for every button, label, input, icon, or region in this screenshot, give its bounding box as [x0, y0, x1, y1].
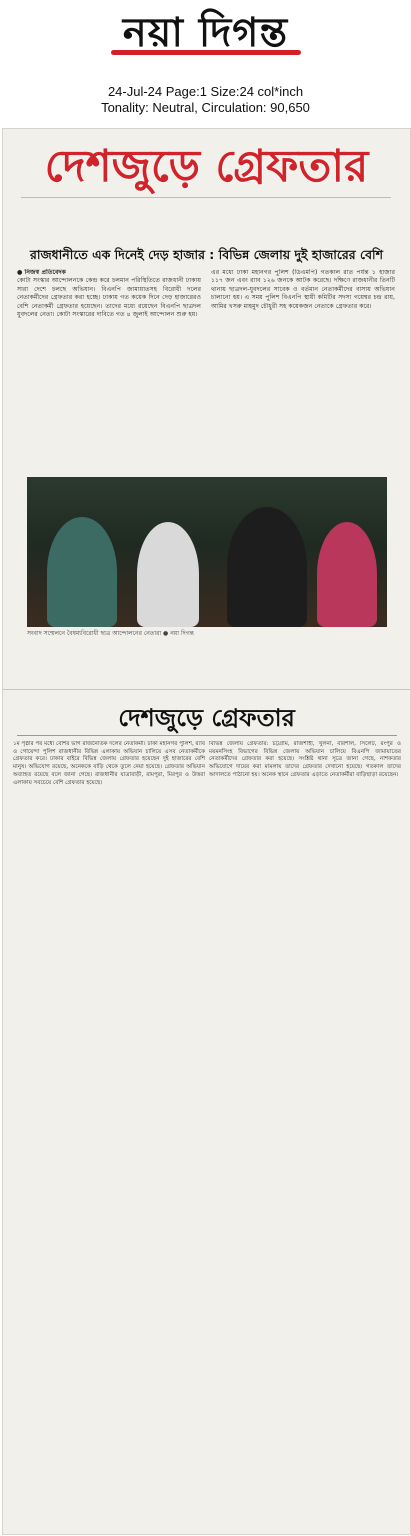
article-column-2 — [211, 269, 395, 474]
person-3 — [227, 507, 307, 627]
jump-column-1-text: ১ম পৃষ্ঠার পর মধ্যে বেশির ভাগ রাজনৈতিক দলের নেতাকর্মী। ঢাকা মহানগর পুলিশ, র‍্যাব ও গোয়েন্দা পুলিশ রাজধানীর বিভিন্ন এলাকায় অভিযান চালিয়ে এসব নেতাকর্মীকে গ্রেফতার করে। ঢাকার বাইরে বিভিন্ন জেলায় গ্রেফতার হয়েছেন দুই হাজারের বেশি মানুষ। অভিযোগ রয়েছে, অনেককে বাড়ি থেকে তুলে নেয়া হয়েছে। গ্রেফতার অভিযান অব্যাহত রয়েছে বলে জানা গেছে। রাজধানীর যাত্রাবাড়ী, রামপুরা, মিরপুর ও উত্তরা এলাকায় সবচেয়ে বেশি গ্রেফতার হয়েছে। — [13, 741, 205, 786]
newspaper-masthead — [0, 0, 411, 80]
headline-divider — [21, 197, 391, 198]
logo-text: নয়া দিগন্ত — [122, 10, 289, 56]
person-4 — [317, 522, 377, 627]
jump-divider — [3, 689, 410, 690]
news-clipping — [2, 128, 411, 1535]
jump-headline: দেশজুড়ে গ্রেফতার — [118, 704, 295, 732]
photo-caption: সংবাদ সম্মেলনে বৈষম্যবিরোধী ছাত্র আন্দোলনের নেতারা ● নয়া দিগন্ত — [27, 630, 194, 637]
headline: দেশজুড়ে গ্রেফতার — [44, 141, 369, 192]
jump-headline-rule — [17, 735, 397, 736]
press-conference-photo — [27, 477, 387, 627]
jump-column-2 — [209, 741, 401, 1531]
jump-column-1 — [13, 741, 205, 1531]
byline: ● নিজস্ব প্রতিবেদক — [17, 269, 67, 276]
meta-line-tonality: Tonality: Neutral, Circulation: 90,650 — [101, 100, 310, 115]
person-1 — [47, 517, 117, 627]
article-column-1 — [17, 269, 201, 474]
newspaper-logo — [111, 10, 301, 55]
subheadline: রাজধানীতে এক দিনেই দেড় হাজার : বিভিন্ন জেলায় দুই হাজারের বেশি — [29, 247, 384, 262]
meta-line-date: 24-Jul-24 Page:1 Size:24 col*inch — [107, 84, 304, 99]
article-column-1-text: কোটা সংস্কার আন্দোলনকে কেন্দ্র করে চলমান পরিস্থিতিতে রাজধানী ঢাকায় সারা দেশে চলছে অভিযান। বিএনপি জামায়াতসহ বিরোধী দলের নেতাকর্মীদের গ্রেফতার করা হচ্ছে। ঢাকায় গত কয়েক দিনে দেড় হাজারেরও বেশি নেতাকর্মী গ্রেফতার হয়েছেন। তাদের মধ্যে রয়েছেন বিএনপি ছাত্রদল যুবদলের নেতা। কোটা সংস্কারের দাবিতে গত ৪ জুলাই আন্দোলন শুরু হয়। — [17, 277, 201, 319]
article-column-2-text: এর মধ্যে ঢাকা মহানগর পুলিশ (ডিএমপি) গতকাল রাত পর্যন্ত ১ হাজার ১১৭ জন এবং র‍্যাব ১২৬ জনকে আটক করেছে। দক্ষিণে রাজধানীর তিনটি থানায় ছাত্রদল-যুবদলের সাবেক ও বর্তমান নেতাকর্মীদের বাসায় অভিযান চালানো হয়। এ সময় পুলিশ বিএনপি স্থায়ী কমিটির সদস্য গয়েশ্বর চন্দ্র রায়, আমির খসরু মাহমুদ চৌধুরী সহ কয়েকজন নেতাকে গ্রেফতার করে। — [211, 269, 395, 310]
person-2 — [137, 522, 199, 627]
clipping-meta — [0, 84, 411, 116]
jump-column-2-text: বিভিন্ন জেলায় গ্রেফতার: চট্টগ্রাম, রাজশাহী, খুলনা, বরিশাল, সিলেট, রংপুর ও ময়মনসিংহ বিভাগের বিভিন্ন জেলায় অভিযান চালিয়ে বিএনপি জামায়াতের নেতাকর্মীদের গ্রেফতার করা হয়েছে। সংশ্লিষ্ট থানা সূত্রে জানা গেছে, নাশকতার অভিযোগে দায়ের করা মামলায় তাদের গ্রেফতার দেখানো হয়েছে। গতকাল তাদের আদালতে পাঠানো হয়। অনেক স্থানে গ্রেফতার এড়াতে নেতাকর্মীরা বাড়িছাড়া রয়েছেন। — [209, 741, 401, 778]
